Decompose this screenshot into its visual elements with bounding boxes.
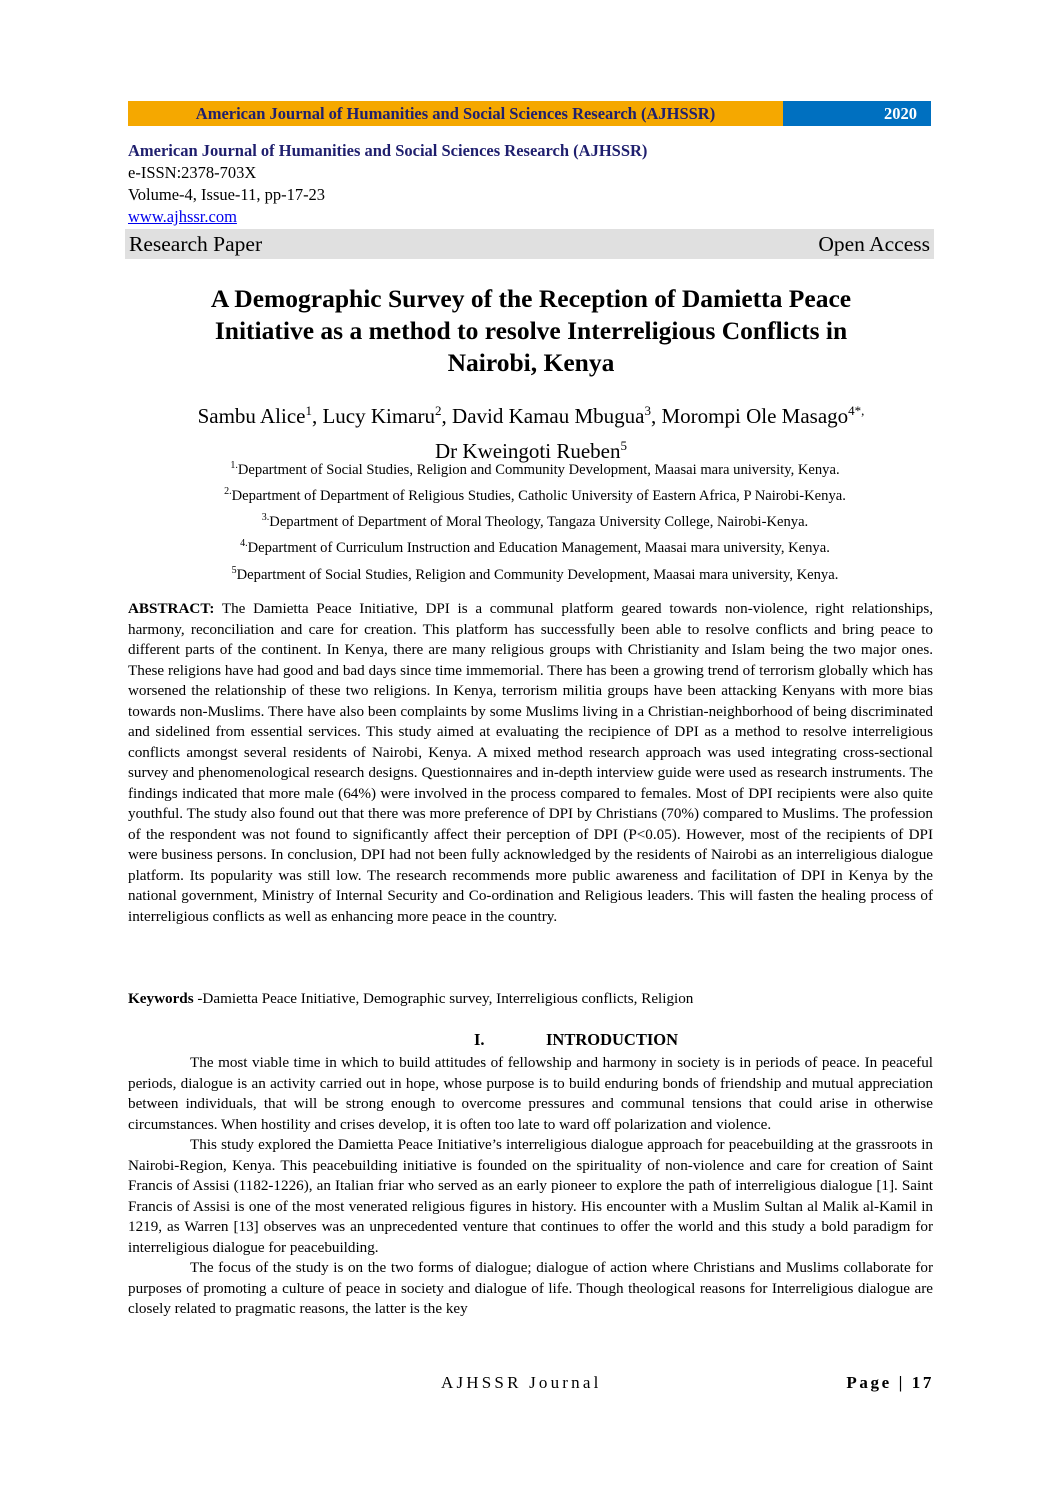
journal-info xyxy=(128,140,934,228)
affiliation-text: Department of Department of Moral Theology, Tangaza University College, Nairobi-Kenya. xyxy=(269,514,809,531)
author-name: Lucy Kimaru xyxy=(322,404,436,428)
title-line: Initiative as a method to resolve Interreligious Conflicts in xyxy=(214,316,848,345)
access-type: Open Access xyxy=(818,231,930,256)
journal-issn: e-ISSN:2378-703X xyxy=(128,163,257,182)
author-name: Dr Kweingoti Rueben xyxy=(435,439,621,463)
author-sup: 3 xyxy=(644,403,651,418)
author-separator: , xyxy=(311,404,323,428)
affiliation-text: Department of Social Studies, Religion and Community Development, Maasai mara university, Kenya. xyxy=(236,566,839,583)
paper-title xyxy=(128,283,934,379)
footer-journal: AJHSSR Journal xyxy=(441,1373,602,1392)
paper-type: Research Paper xyxy=(129,231,263,256)
author-separator: , xyxy=(651,404,662,428)
author-name: Sambu Alice xyxy=(197,404,306,428)
journal-volume: Volume-4, Issue-11, pp-17-23 xyxy=(128,185,326,204)
journal-banner xyxy=(128,101,931,126)
author-name: David Kamau Mbugua xyxy=(452,404,645,428)
affiliation-sup: 2. xyxy=(224,486,232,498)
affiliation-sup: 5 xyxy=(231,564,237,576)
abstract-text: The Damietta Peace Initiative, DPI is a communal platform geared towards non-violence, right relationships, harmony, reconciliation and care for creation. This platform has successfully been able to resolve conflicts and bring peace to different parts of the continent. In Kenya, there are many religious groups with Christianity and Islam being the two major ones. These religions have had good and bad days since time immemorial. There has been a growing trend of terrorism globally which has worsened the relationship of these two religions. In Kenya, terrorism militia groups have been attacking Kenyans with more bias towards non-Muslims. There have also been complaints by some Muslims living in a Christian-neighborhood of being discriminated and sidelined from essential services. This study aimed at evaluating the recipience of DPI as a method to resolve interreligious conflicts amongst several residents of Nairobi, Kenya. A mixed method research approach was used integrating cross-sectional survey and phenomenological research designs. Questionnaires and in-depth interview guide were used as research instruments. The findings indicated that more male (64%) were involved in the process compared to females. Most of DPI recipients were also quite youthful. The study also found out that there was more preference of DPI by Christians (70%) compared to Muslims. The profession of the respondent was not found to significantly affect their perception of DPI (P<0.05). However, most of the recipients of DPI were business persons. In conclusion, DPI had not been fully acknowledged by the residents of Nairobi as an interreligious dialogue platform. Its popularity was still low. The research recommends more public awareness and facilitation of DPI in Kenya by the national government, Ministry of Internal Security and Co-ordination and Religious leaders. This will fasten the healing process of interreligious conflicts as well as enhancing more peace in the country. xyxy=(128,600,933,925)
paragraph: The most viable time in which to build attitudes of fellowship and harmony in society is in periods of peace. In peaceful periods, dialogue is an activity carried out in hope, whose purpose is to build enduring bonds of friendship and mutual appreciation between individuals, that will be strong enough to overcome pressures and communal tensions that could arise in otherwise circumstances. When hostility and crises develop, it is often too late to ward off polarization and violence. xyxy=(128,1054,933,1133)
affiliation-text: Department of Department of Religious Studies, Catholic University of Eastern Africa, P Nairobi-Kenya. xyxy=(231,488,846,505)
author-sup: 4*, xyxy=(848,403,865,418)
affiliation xyxy=(120,560,950,586)
author-sup: 1 xyxy=(305,403,312,418)
affiliation xyxy=(120,455,950,481)
section-heading xyxy=(128,1030,933,1052)
banner-year: 2020 xyxy=(783,101,931,126)
affiliation xyxy=(120,507,950,533)
affiliation-text: Department of Social Studies, Religion and Community Development, Maasai mara university, Kenya. xyxy=(237,461,840,478)
keywords-text: -Damietta Peace Initiative, Demographic survey, Interreligious conflicts, Religion xyxy=(193,990,694,1007)
footer-page-number: Page | 17 xyxy=(846,1373,934,1392)
author-sup: 5 xyxy=(620,438,627,453)
title-line: A Demographic Survey of the Reception of Damietta Peace xyxy=(210,284,852,313)
affiliation-sup: 3. xyxy=(261,512,270,524)
banner-journal-name: American Journal of Humanities and Social Sciences Research (AJHSSR) xyxy=(128,101,783,126)
journal-name: American Journal of Humanities and Social Sciences Research (AJHSSR) xyxy=(128,141,648,160)
affiliation xyxy=(120,481,950,507)
page-footer xyxy=(128,1373,934,1395)
affiliation-sup: 4. xyxy=(240,538,248,550)
author-sup: 2 xyxy=(435,403,442,418)
affiliation-list xyxy=(120,455,950,586)
introduction-body xyxy=(128,1053,933,1320)
title-line: Nairobi, Kenya xyxy=(447,348,615,377)
keywords xyxy=(128,989,933,1010)
paragraph: The focus of the study is on the two forms of dialogue; dialogue of action where Christians and Muslims collaborate for purposes of promoting a culture of peace in society and dialogue of life. Though theological reasons for Interreligious dialogue are closely related to pragmatic reasons, the latter is the key xyxy=(128,1259,933,1317)
section-title: INTRODUCTION xyxy=(546,1030,679,1049)
section-number: I. xyxy=(474,1030,485,1049)
paragraph: This study explored the Damietta Peace Initiative’s interreligious dialogue approach for peacebuilding at the grassroots in Nairobi-Region, Kenya. This peacebuilding initiative is founded on the spirituality of non-violence and care for creation of Saint Francis of Assisi (1182-1226), an Italian friar who served as an early pioneer to explore the path of interreligious dialogue [1]. Saint Francis of Assisi is one of the most venerated religious figures in history. His encounter with a Muslim Sultan al Malik al-Kamil in 1219, as Warren [13] observes was an unprecedented venture that continues to offer the world and this study a bold paradigm for interreligious dialogue for peacebuilding. xyxy=(128,1136,933,1256)
paper-type-bar xyxy=(125,229,934,259)
author-name: Morompi Ole Masago xyxy=(661,404,849,428)
journal-website-link[interactable]: www.ajhssr.com xyxy=(128,207,237,226)
abstract-label: ABSTRACT: xyxy=(128,600,215,617)
affiliation-text: Department of Curriculum Instruction and Education Management, Maasai mara university, Kenya. xyxy=(247,540,830,557)
abstract xyxy=(128,599,933,927)
affiliation-sup: 1. xyxy=(230,460,238,471)
author-separator: , xyxy=(441,404,453,428)
affiliation xyxy=(120,533,950,559)
keywords-label: Keywords xyxy=(128,990,194,1007)
